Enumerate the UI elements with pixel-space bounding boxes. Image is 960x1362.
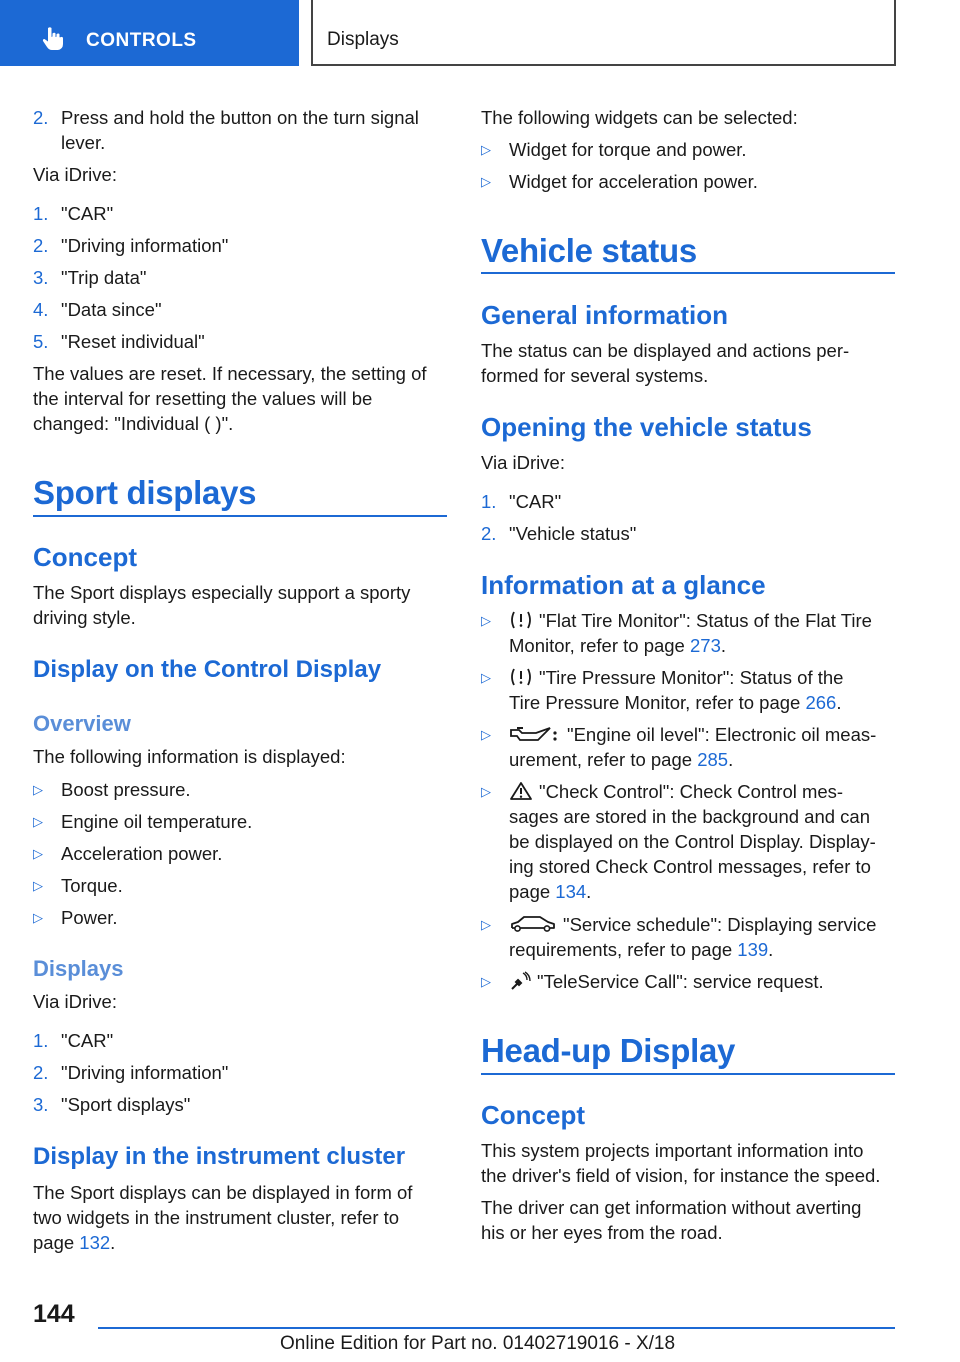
chapter-header bbox=[311, 0, 896, 66]
list-item: Acceleration power. bbox=[61, 843, 223, 864]
step-text: lever. bbox=[61, 132, 106, 153]
list-number: 1. bbox=[33, 1030, 49, 1051]
heading-control-display: Display on the Control Display bbox=[33, 656, 382, 683]
list-item: "CAR" bbox=[509, 491, 562, 512]
bullet-triangle-icon: ▷ bbox=[33, 878, 43, 893]
page-link[interactable]: 134 bbox=[555, 881, 587, 902]
section-tab[interactable] bbox=[0, 0, 299, 66]
page-link[interactable]: 139 bbox=[737, 939, 769, 960]
heading-opening-vehicle-status: Opening the vehicle status bbox=[481, 412, 812, 442]
heading-hud-concept: Concept bbox=[481, 1100, 585, 1130]
chapter-label: Displays bbox=[327, 29, 399, 50]
heading-head-up-display: Head-up Display bbox=[481, 1032, 736, 1069]
teleservice-wrench-icon bbox=[509, 971, 531, 991]
heading-rule bbox=[481, 1073, 895, 1075]
page-link[interactable]: 285 bbox=[697, 749, 729, 770]
footer-edition-text: Online Edition for Part no. 01402719016 - X/18 bbox=[280, 1333, 676, 1354]
list-number: 4. bbox=[33, 299, 49, 320]
body-text: driving style. bbox=[33, 607, 136, 628]
heading-rule bbox=[481, 272, 895, 274]
page-link[interactable]: 132 bbox=[79, 1232, 111, 1253]
list-item: "Service schedule": Displaying service bbox=[509, 912, 876, 937]
bullet-triangle-icon: ▷ bbox=[481, 784, 491, 799]
bullet-triangle-icon: ▷ bbox=[481, 174, 491, 189]
list-item: "Driving information" bbox=[61, 1062, 229, 1083]
via-idrive-label: Via iDrive: bbox=[33, 164, 117, 185]
list-number: 1. bbox=[33, 203, 49, 224]
heading-general-information: General information bbox=[481, 300, 729, 330]
list-item: Widget for acceleration power. bbox=[509, 171, 758, 192]
list-item: "Vehicle status" bbox=[509, 523, 637, 544]
body-text: page 132. bbox=[33, 1232, 116, 1253]
body-text: The following information is displayed: bbox=[33, 746, 346, 767]
list-item: "CAR" bbox=[61, 1030, 114, 1051]
list-item: Engine oil temperature. bbox=[61, 811, 253, 832]
bullet-triangle-icon: ▷ bbox=[33, 782, 43, 797]
body-text: the driver's field of vision, for instance the speed. bbox=[481, 1165, 881, 1186]
list-item: "Check Control": Check Control mes‐ bbox=[509, 779, 843, 804]
list-number: 2. bbox=[33, 107, 49, 128]
list-item: "Tire Pressure Monitor": Status of the bbox=[509, 665, 843, 690]
via-idrive-label: Via iDrive: bbox=[33, 991, 117, 1012]
list-item: "TeleService Call": service request. bbox=[509, 969, 824, 994]
bullet-triangle-icon: ▷ bbox=[33, 846, 43, 861]
list-number: 2. bbox=[481, 523, 497, 544]
step-text: Press and hold the button on the turn signal bbox=[61, 107, 419, 128]
list-number: 2. bbox=[33, 235, 49, 256]
list-item: "Engine oil level": Electronic oil meas‐ bbox=[509, 722, 876, 747]
body-text: the interval for resetting the values will be bbox=[33, 388, 373, 409]
bullet-triangle-icon: ▷ bbox=[481, 670, 491, 685]
list-item: Boost pressure. bbox=[61, 779, 191, 800]
list-item: "Trip data" bbox=[61, 267, 147, 288]
list-number: 1. bbox=[481, 491, 497, 512]
oil-can-icon bbox=[509, 724, 561, 744]
section-label: CONTROLS bbox=[86, 30, 197, 51]
list-item: "CAR" bbox=[61, 203, 114, 224]
list-item: "Driving information" bbox=[61, 235, 229, 256]
list-number: 3. bbox=[33, 1094, 49, 1115]
list-item: Widget for torque and power. bbox=[509, 139, 747, 160]
bullet-triangle-icon: ▷ bbox=[481, 727, 491, 742]
tire-warning-icon bbox=[509, 610, 533, 630]
list-item: Power. bbox=[61, 907, 118, 928]
body-text: The values are reset. If necessary, the setting of bbox=[33, 363, 427, 384]
list-number: 2. bbox=[33, 1062, 49, 1083]
list-item: sages are stored in the background and can bbox=[509, 806, 870, 827]
heading-instrument-cluster: Display in the instrument cluster bbox=[33, 1143, 406, 1170]
body-text: The driver can get information without averting bbox=[481, 1197, 862, 1218]
heading-sport-displays: Sport displays bbox=[33, 474, 257, 511]
list-item: ing stored Check Control messages, refer to bbox=[509, 856, 871, 877]
heading-information-at-a-glance: Information at a glance bbox=[481, 570, 766, 600]
list-item: "Flat Tire Monitor": Status of the Flat Tire bbox=[509, 608, 872, 633]
list-item: Torque. bbox=[61, 875, 123, 896]
tire-pressure-icon bbox=[509, 667, 533, 687]
list-item: page 134. bbox=[509, 881, 592, 902]
heading-rule bbox=[33, 515, 447, 517]
page-number: 144 bbox=[33, 1300, 75, 1328]
body-text: The status can be displayed and actions per‐ bbox=[481, 340, 850, 361]
list-item: Tire Pressure Monitor, refer to page 266. bbox=[509, 692, 842, 713]
body-text: The Sport displays can be displayed in form of bbox=[33, 1182, 413, 1203]
list-item: be displayed on the Control Display. Display‐ bbox=[509, 831, 876, 852]
body-text: The following widgets can be selected: bbox=[481, 107, 798, 128]
list-item: Monitor, refer to page 273. bbox=[509, 635, 727, 656]
via-idrive-label: Via iDrive: bbox=[481, 452, 565, 473]
list-item: urement, refer to page 285. bbox=[509, 749, 734, 770]
list-item: "Data since" bbox=[61, 299, 162, 320]
warning-triangle-icon bbox=[509, 781, 533, 801]
list-item: "Sport displays" bbox=[61, 1094, 191, 1115]
body-text: two widgets in the instrument cluster, refer to bbox=[33, 1207, 400, 1228]
bullet-triangle-icon: ▷ bbox=[481, 917, 491, 932]
list-number: 3. bbox=[33, 267, 49, 288]
list-item: "Reset individual" bbox=[61, 331, 205, 352]
heading-vehicle-status: Vehicle status bbox=[481, 232, 697, 269]
bullet-triangle-icon: ▷ bbox=[33, 814, 43, 829]
bullet-triangle-icon: ▷ bbox=[481, 974, 491, 989]
body-text: formed for several systems. bbox=[481, 365, 709, 386]
body-text: changed: "Individual ( )". bbox=[33, 413, 234, 434]
heading-concept: Concept bbox=[33, 542, 137, 572]
body-text: his or her eyes from the road. bbox=[481, 1222, 723, 1243]
body-text: This system projects important information into bbox=[481, 1140, 864, 1161]
service-car-icon bbox=[509, 914, 557, 934]
page-link[interactable]: 273 bbox=[690, 635, 721, 656]
bullet-triangle-icon: ▷ bbox=[481, 613, 491, 628]
hand-pointer-icon bbox=[40, 26, 66, 52]
list-number: 5. bbox=[33, 331, 49, 352]
heading-displays: Displays bbox=[33, 956, 124, 981]
heading-overview: Overview bbox=[33, 711, 131, 736]
list-item: requirements, refer to page 139. bbox=[509, 939, 774, 960]
page-link[interactable]: 266 bbox=[805, 692, 837, 713]
footer-rule bbox=[98, 1327, 895, 1329]
bullet-triangle-icon: ▷ bbox=[33, 910, 43, 925]
bullet-triangle-icon: ▷ bbox=[481, 142, 491, 157]
body-text: The Sport displays especially support a sporty bbox=[33, 582, 411, 603]
